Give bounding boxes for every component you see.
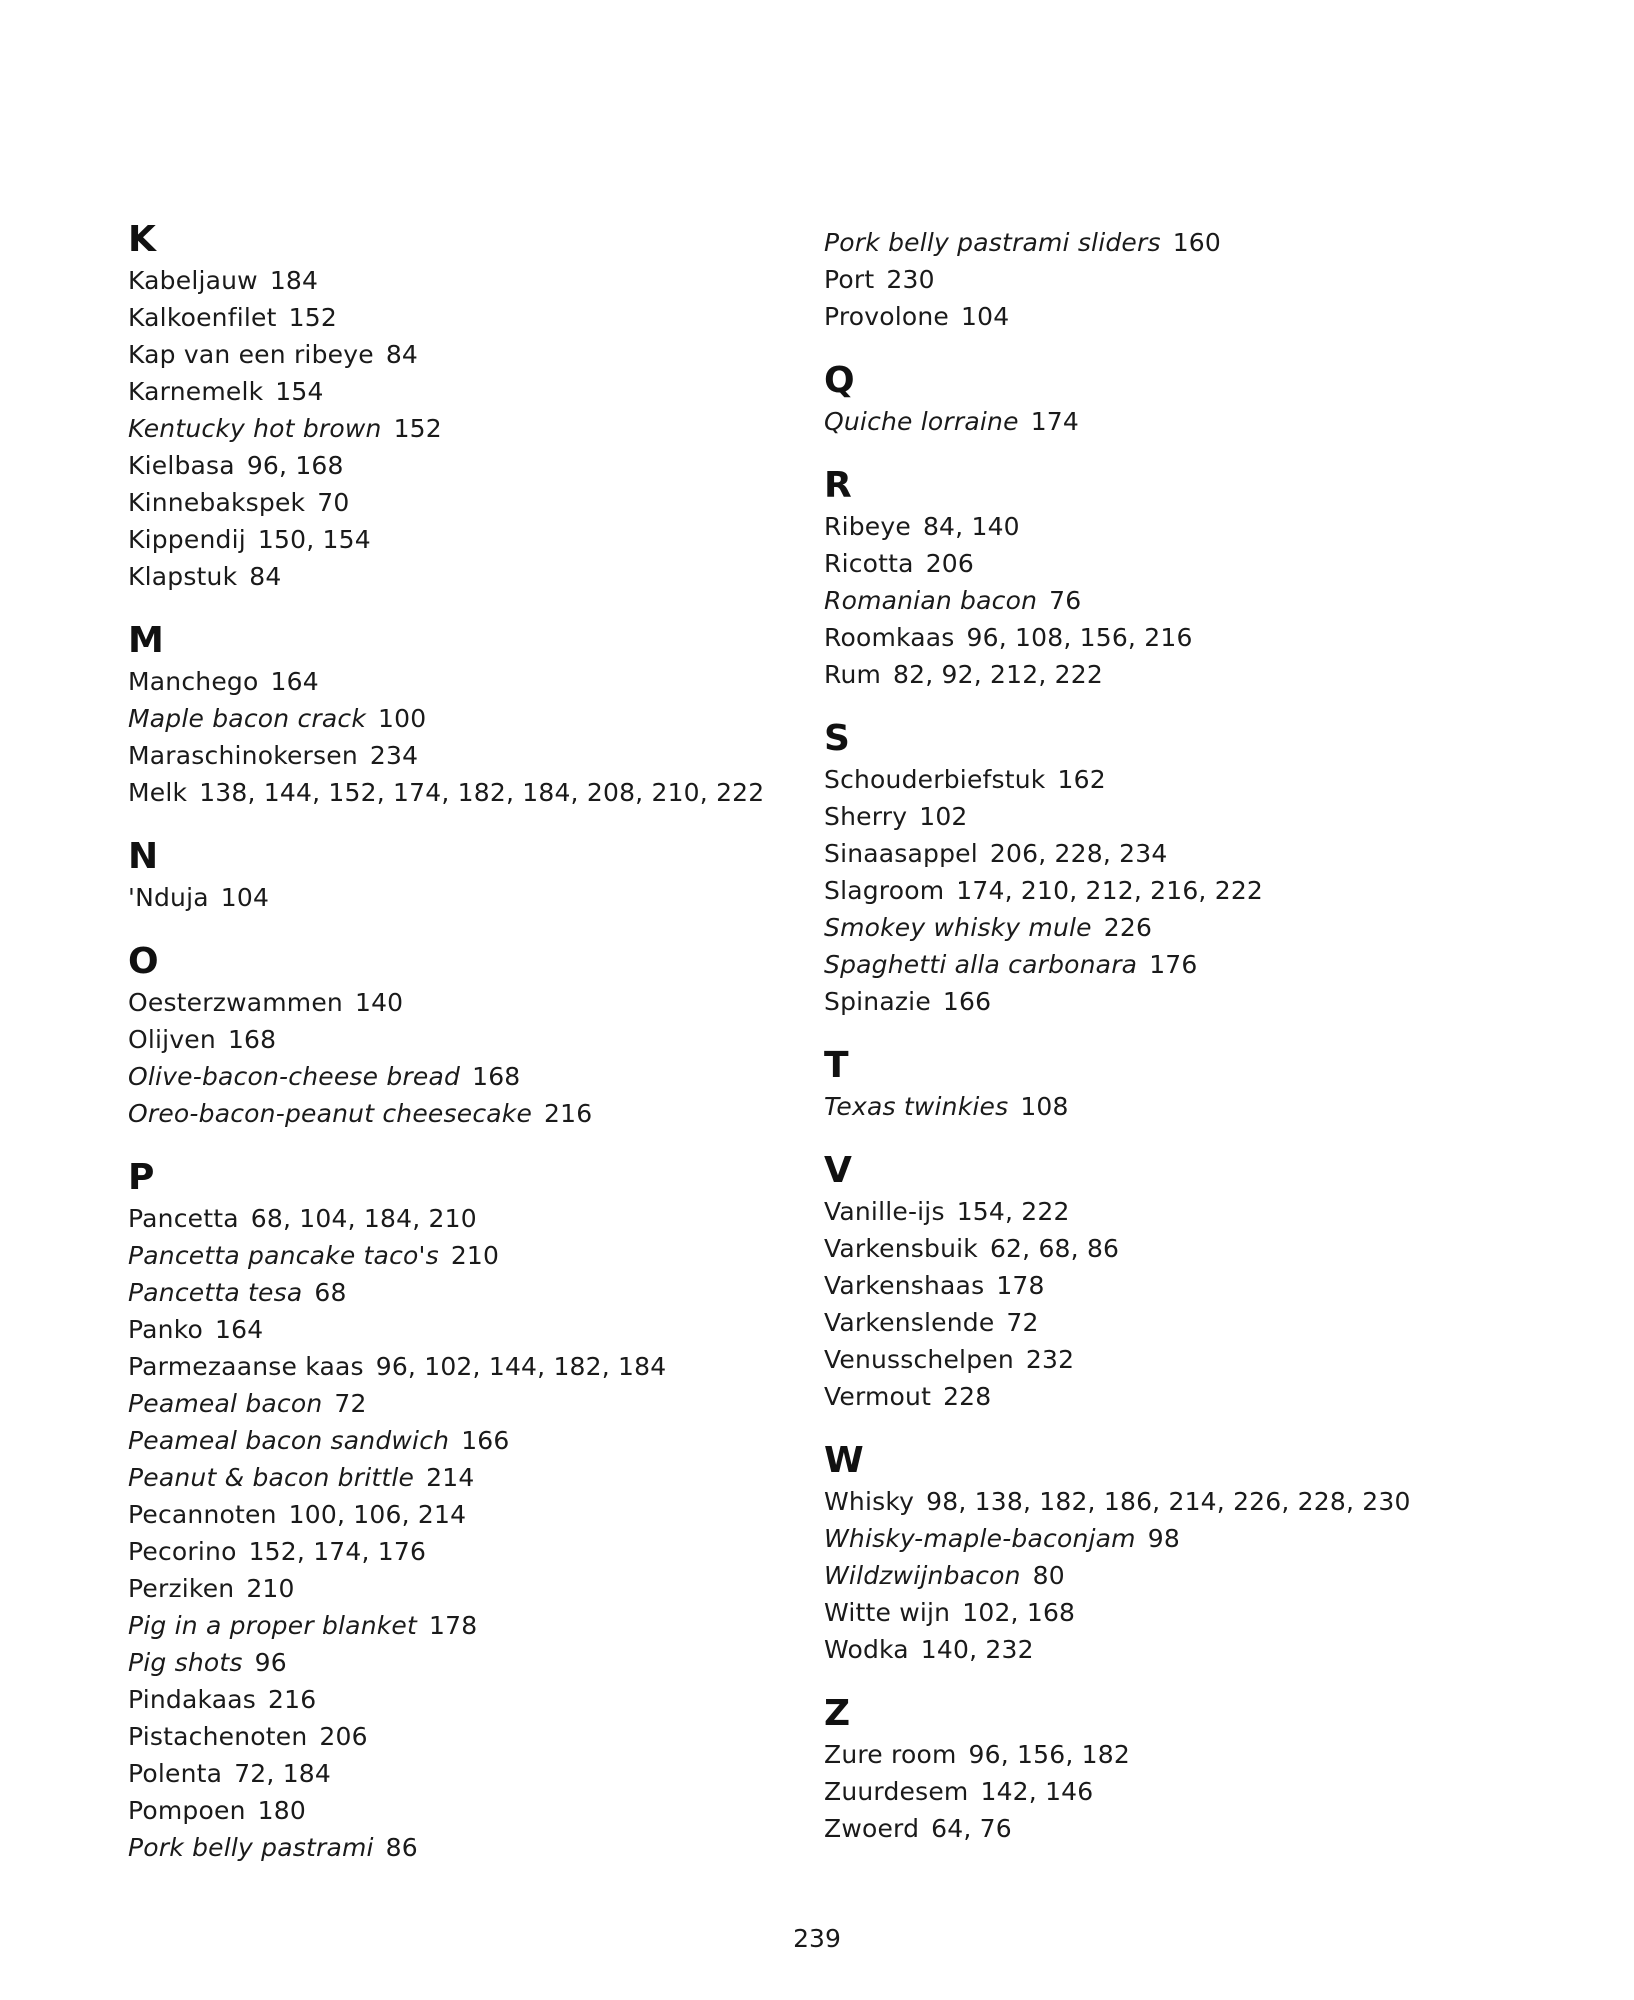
entry-pages: 138, 144, 152, 174, 182, 184, 208, 210, 222 (199, 778, 765, 807)
entry-pages: 70 (317, 488, 350, 517)
entry-pages: 150, 154 (257, 525, 371, 554)
index-entry (128, 373, 818, 410)
section-letter: N (128, 836, 159, 877)
entry-term: Peameal bacon (128, 1389, 323, 1418)
section-letter: O (128, 941, 159, 982)
index-section (824, 464, 1514, 693)
index-entry (824, 582, 1514, 619)
entry-term: Kinnebakspek (128, 488, 306, 517)
entry-pages: 86 (385, 1833, 418, 1862)
entry-pages: 226 (1103, 913, 1153, 942)
section-letter: Z (824, 1693, 851, 1734)
index-entry (824, 1810, 1514, 1847)
entry-pages: 152 (393, 414, 442, 443)
entry-pages: 154, 222 (956, 1197, 1070, 1226)
entry-term: Pecannoten (128, 1500, 277, 1529)
entry-term: Port (824, 265, 875, 294)
entry-term: Klapstuk (128, 562, 238, 591)
index-entry (824, 1631, 1514, 1668)
index-entry (824, 403, 1514, 440)
entry-term: Karnemelk (128, 377, 264, 406)
entry-term: Oreo-bacon-peanut cheesecake (128, 1099, 533, 1128)
section-letter: P (128, 1157, 155, 1198)
index-entry (128, 737, 818, 774)
index-entry (128, 1058, 818, 1095)
entry-pages: 180 (257, 1796, 306, 1825)
entry-term: Sherry (824, 802, 908, 831)
entry-pages: 64, 76 (931, 1814, 1012, 1843)
index-entry (128, 1570, 818, 1607)
index-entry (128, 262, 818, 299)
entry-pages: 98 (1147, 1524, 1180, 1553)
index-entry (824, 1557, 1514, 1594)
index-entry (824, 1378, 1514, 1415)
entry-pages: 166 (942, 987, 992, 1016)
entry-pages: 206, 228, 234 (989, 839, 1168, 868)
entry-pages: 84 (385, 340, 419, 369)
entry-term: Varkenshaas (824, 1271, 985, 1300)
index-entry (128, 1237, 818, 1274)
index-entry (128, 700, 818, 737)
entry-pages: 68 (314, 1278, 347, 1307)
entry-pages: 96 (254, 1648, 287, 1677)
entry-pages: 84, 140 (922, 512, 1020, 541)
entry-term: Venusschelpen (824, 1345, 1014, 1374)
entry-term: Pindakaas (128, 1685, 257, 1714)
entry-pages: 168 (472, 1062, 521, 1091)
entry-pages: 232 (1025, 1345, 1075, 1374)
entry-term: Kabeljauw (128, 266, 258, 295)
entry-pages: 102, 168 (962, 1598, 1076, 1627)
entry-term: Vermout (824, 1382, 932, 1411)
section-letter: W (824, 1440, 864, 1481)
index-entry (128, 1385, 818, 1422)
entry-pages: 164 (270, 667, 319, 696)
section-letter: Q (824, 360, 855, 401)
index-entry (128, 1021, 818, 1058)
index-section (824, 1439, 1514, 1668)
entry-term: Pancetta tesa (128, 1278, 303, 1307)
entry-term: Slagroom (824, 876, 945, 905)
entry-pages: 82, 92, 212, 222 (893, 660, 1103, 689)
entry-pages: 174 (1030, 407, 1080, 436)
index-column-left (128, 218, 818, 1890)
section-letter: S (824, 718, 850, 759)
section-letter: K (128, 219, 156, 260)
entry-term: Provolone (824, 302, 950, 331)
index-entry (128, 1348, 818, 1385)
entry-pages: 72, 184 (234, 1759, 332, 1788)
entry-pages: 174, 210, 212, 216, 222 (956, 876, 1264, 905)
entry-term: Kielbasa (128, 451, 235, 480)
index-entry (128, 1459, 818, 1496)
index-entry (128, 1095, 818, 1132)
entry-term: Peanut & bacon brittle (128, 1463, 415, 1492)
entry-term: Whisky (824, 1487, 915, 1516)
index-section (128, 218, 818, 595)
entry-pages: 228 (943, 1382, 992, 1411)
entry-term: Pistachenoten (128, 1722, 308, 1751)
entry-term: Pompoen (128, 1796, 246, 1825)
index-entry (824, 872, 1514, 909)
entry-term: Wildzwijnbacon (824, 1561, 1021, 1590)
entry-pages: 96, 156, 182 (968, 1740, 1130, 1769)
index-column-right (824, 224, 1514, 1871)
entry-pages: 140, 232 (920, 1635, 1034, 1664)
index-entry (824, 1193, 1514, 1230)
entry-pages: 152 (288, 303, 337, 332)
index-entry (824, 1736, 1514, 1773)
index-section (824, 359, 1514, 440)
entry-term: Roomkaas (824, 623, 955, 652)
entry-term: Maraschinokersen (128, 741, 358, 770)
index-entry (128, 1422, 818, 1459)
entry-term: Texas twinkies (824, 1092, 1009, 1121)
index-section (128, 619, 818, 811)
index-entry (824, 798, 1514, 835)
entry-pages: 68, 104, 184, 210 (250, 1204, 477, 1233)
index-entry (128, 1755, 818, 1792)
entry-term: Pecorino (128, 1537, 237, 1566)
index-section (824, 1149, 1514, 1415)
entry-pages: 230 (886, 265, 935, 294)
index-entry (824, 261, 1514, 298)
index-entry (824, 224, 1514, 261)
entry-term: Pancetta (128, 1204, 239, 1233)
entry-term: Pig shots (128, 1648, 243, 1677)
entry-pages: 96, 168 (246, 451, 344, 480)
index-entry (128, 879, 818, 916)
index-entry (824, 1520, 1514, 1557)
index-entry (128, 410, 818, 447)
section-letter: V (824, 1150, 852, 1191)
entry-term: Spaghetti alla carbonara (824, 950, 1138, 979)
index-entry (824, 298, 1514, 335)
index-entry (824, 656, 1514, 693)
entry-term: Varkenslende (824, 1308, 995, 1337)
index-entry (824, 761, 1514, 798)
entry-term: Ricotta (824, 549, 914, 578)
entry-term: Romanian bacon (824, 586, 1038, 615)
section-letter: M (128, 620, 164, 661)
entry-term: Rum (824, 660, 882, 689)
index-entry (824, 983, 1514, 1020)
index-entry (824, 909, 1514, 946)
entry-term: Smokey whisky mule (824, 913, 1092, 942)
entry-pages: 178 (996, 1271, 1045, 1300)
entry-pages: 104 (961, 302, 1010, 331)
index-entry (824, 946, 1514, 983)
index-entry (128, 1496, 818, 1533)
index-section (824, 1692, 1514, 1847)
index-section (128, 940, 818, 1132)
entry-term: Parmezaanse kaas (128, 1352, 364, 1381)
entry-pages: 100 (378, 704, 427, 733)
index-entry (128, 1644, 818, 1681)
entry-term: Olijven (128, 1025, 216, 1054)
index-entry (128, 484, 818, 521)
index-entry (824, 1088, 1514, 1125)
entry-term: Panko (128, 1315, 203, 1344)
entry-pages: 62, 68, 86 (989, 1234, 1120, 1263)
entry-term: Wodka (824, 1635, 909, 1664)
index-entry (128, 1607, 818, 1644)
entry-pages: 84 (249, 562, 282, 591)
entry-term: Witte wijn (824, 1598, 951, 1627)
index-entry (128, 1681, 818, 1718)
entry-term: Manchego (128, 667, 259, 696)
index-entry (128, 1200, 818, 1237)
entry-pages: 206 (319, 1722, 368, 1751)
index-entry (824, 1267, 1514, 1304)
index-entry (128, 1311, 818, 1348)
entry-term: Kippendij (128, 525, 246, 554)
entry-pages: 168 (227, 1025, 277, 1054)
entry-pages: 100, 106, 214 (288, 1500, 467, 1529)
entry-term: Pork belly pastrami sliders (824, 228, 1161, 257)
page-number: 239 (793, 1924, 841, 1953)
entry-pages: 96, 102, 144, 182, 184 (375, 1352, 667, 1381)
entry-pages: 104 (220, 883, 270, 912)
index-entry (824, 1230, 1514, 1267)
index-entry (128, 447, 818, 484)
entry-term: 'Nduja (128, 883, 209, 912)
entry-pages: 76 (1049, 586, 1082, 615)
entry-term: Olive-bacon-cheese bread (128, 1062, 461, 1091)
entry-pages: 164 (215, 1315, 264, 1344)
entry-pages: 166 (461, 1426, 510, 1455)
section-letter: R (824, 465, 852, 506)
entry-pages: 162 (1057, 765, 1106, 794)
index-entry (824, 1341, 1514, 1378)
entry-term: Melk (128, 778, 188, 807)
entry-term: Schouderbiefstuk (824, 765, 1046, 794)
index-entry (824, 1483, 1514, 1520)
entry-pages: 184 (269, 266, 319, 295)
index-entry (128, 299, 818, 336)
entry-term: Zuurdesem (824, 1777, 969, 1806)
index-entry (824, 1594, 1514, 1631)
entry-pages: 140 (354, 988, 404, 1017)
entry-term: Kap van een ribeye (128, 340, 374, 369)
entry-pages: 214 (426, 1463, 475, 1492)
entry-pages: 216 (544, 1099, 593, 1128)
entry-term: Ribeye (824, 512, 911, 541)
entry-term: Kalkoenfilet (128, 303, 277, 332)
entry-pages: 152, 174, 176 (248, 1537, 427, 1566)
entry-term: Whisky-maple-baconjam (824, 1524, 1136, 1553)
entry-pages: 210 (450, 1241, 500, 1270)
index-entry (128, 1274, 818, 1311)
index-entry (824, 508, 1514, 545)
entry-pages: 96, 108, 156, 216 (966, 623, 1193, 652)
index-entry (128, 558, 818, 595)
index-section (824, 224, 1514, 335)
entry-pages: 80 (1032, 1561, 1065, 1590)
entry-pages: 72 (1006, 1308, 1039, 1337)
entry-pages: 154 (275, 377, 324, 406)
entry-pages: 178 (429, 1611, 478, 1640)
entry-pages: 72 (334, 1389, 367, 1418)
entry-pages: 142, 146 (980, 1777, 1094, 1806)
entry-term: Sinaasappel (824, 839, 978, 868)
index-section (128, 835, 818, 916)
entry-term: Varkensbuik (824, 1234, 978, 1263)
index-entry (128, 1718, 818, 1755)
entry-pages: 206 (925, 549, 975, 578)
index-entry (824, 1304, 1514, 1341)
entry-pages: 160 (1172, 228, 1222, 257)
index-entry (824, 1773, 1514, 1810)
entry-term: Zure room (824, 1740, 957, 1769)
entry-term: Spinazie (824, 987, 931, 1016)
index-section (824, 1044, 1514, 1125)
entry-term: Polenta (128, 1759, 223, 1788)
entry-term: Pig in a proper blanket (128, 1611, 417, 1640)
index-entry (128, 1533, 818, 1570)
index-entry (128, 336, 818, 373)
entry-pages: 102 (919, 802, 968, 831)
entry-pages: 108 (1020, 1092, 1069, 1121)
entry-pages: 216 (268, 1685, 317, 1714)
entry-term: Pork belly pastrami (128, 1833, 374, 1862)
index-section (128, 1156, 818, 1866)
section-letter: T (824, 1045, 849, 1086)
entry-term: Vanille-ijs (824, 1197, 945, 1226)
index-entry (824, 835, 1514, 872)
index-entry (128, 774, 818, 811)
entry-pages: 210 (246, 1574, 295, 1603)
entry-pages: 234 (369, 741, 419, 770)
index-entry (128, 1829, 818, 1866)
index-entry (824, 545, 1514, 582)
entry-term: Peameal bacon sandwich (128, 1426, 450, 1455)
index-entry (128, 984, 818, 1021)
index-entry (128, 521, 818, 558)
entry-pages: 176 (1149, 950, 1198, 979)
entry-term: Zwoerd (824, 1814, 920, 1843)
index-entry (824, 619, 1514, 656)
entry-pages: 98, 138, 182, 186, 214, 226, 228, 230 (926, 1487, 1411, 1516)
index-section (824, 717, 1514, 1020)
entry-term: Kentucky hot brown (128, 414, 382, 443)
entry-term: Pancetta pancake taco's (128, 1241, 439, 1270)
entry-term: Perziken (128, 1574, 235, 1603)
entry-term: Quiche lorraine (824, 407, 1019, 436)
index-entry (128, 663, 818, 700)
index-entry (128, 1792, 818, 1829)
entry-term: Oesterzwammen (128, 988, 343, 1017)
entry-term: Maple bacon crack (128, 704, 367, 733)
